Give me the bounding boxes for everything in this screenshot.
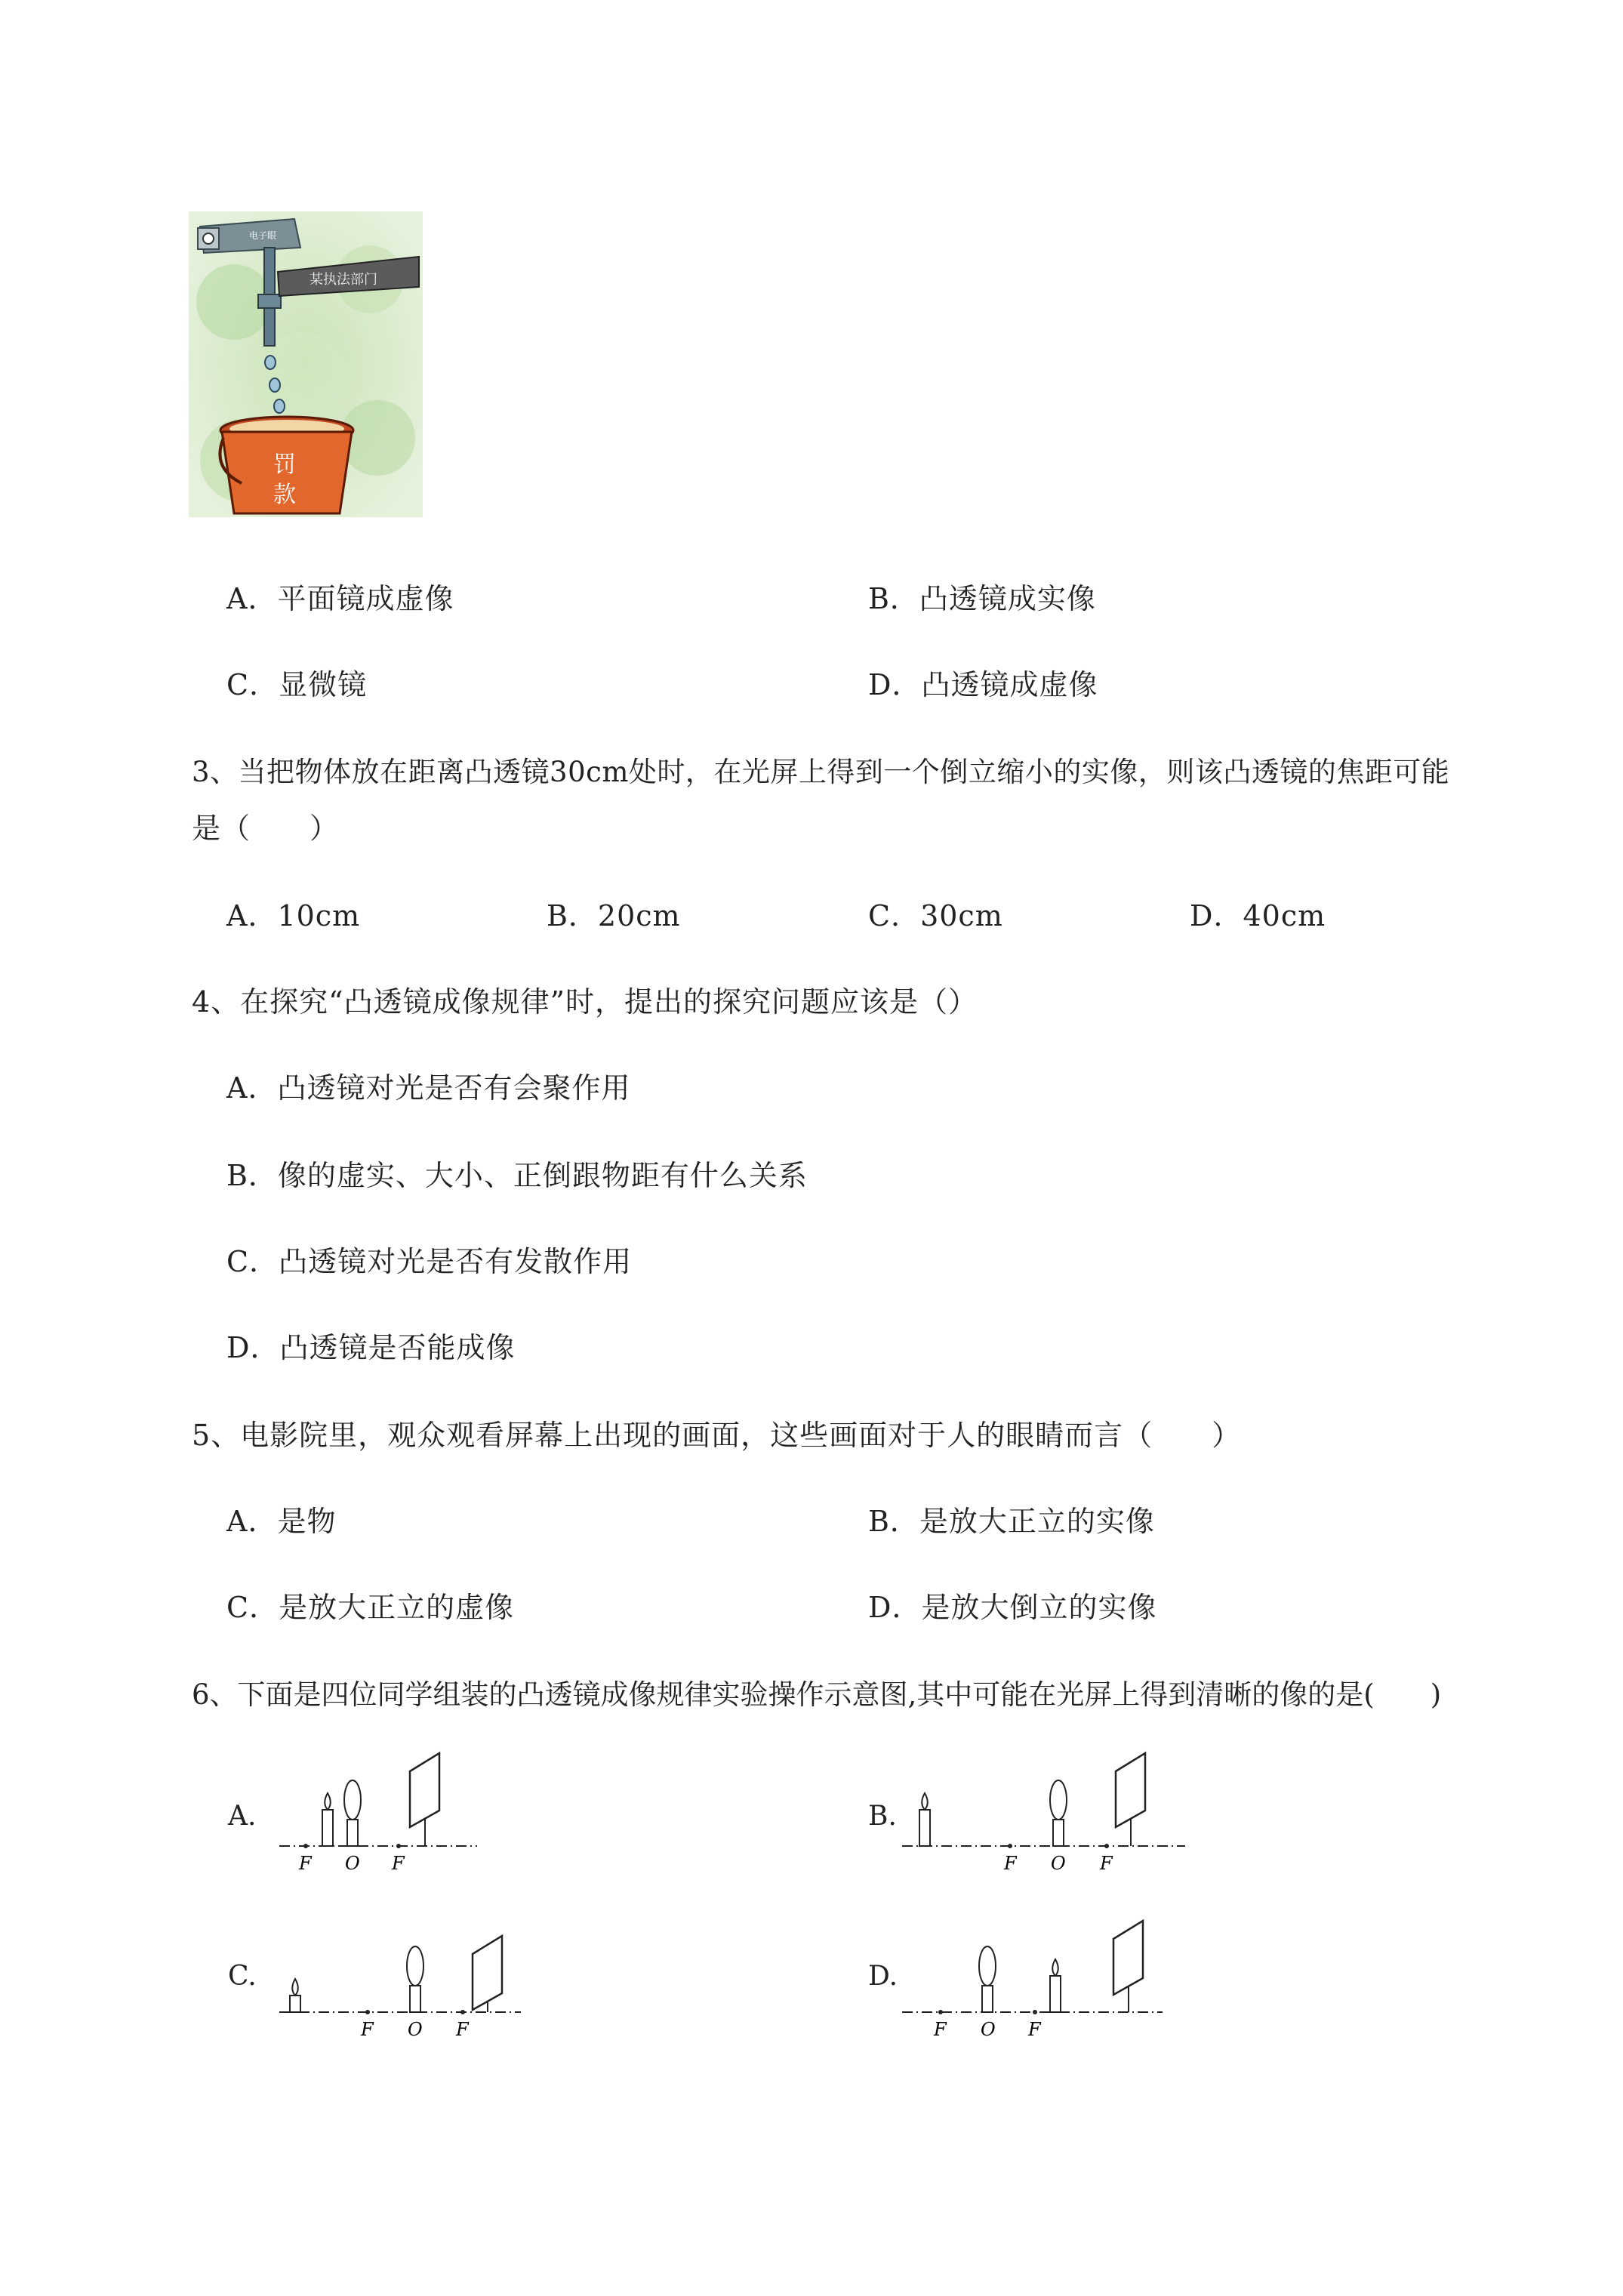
svg-text:电子眼: 电子眼	[249, 230, 277, 241]
svg-text:F: F	[299, 1853, 312, 1874]
q5-option-c[interactable]: C．是放大正立的虚像	[226, 1591, 515, 1624]
q3-option-a[interactable]: A．10cm	[226, 899, 361, 932]
q4-option-b[interactable]: B．像的虚实、大小、正倒跟物距有什么关系	[226, 1159, 808, 1192]
q4-option-c[interactable]: C．凸透镜对光是否有发散作用	[226, 1245, 633, 1278]
q6-diagram-d	[902, 1903, 1166, 2042]
bucket-icon	[220, 417, 353, 513]
svg-text:O: O	[345, 1853, 360, 1874]
q3-stem-line2: 是（ ）	[192, 812, 340, 845]
q5-option-a[interactable]: A．是物	[226, 1505, 337, 1538]
svg-text:某执法部门: 某执法部门	[310, 272, 377, 288]
q6-label-b[interactable]: B.	[868, 1801, 897, 1832]
svg-text:O: O	[981, 2019, 996, 2040]
svg-text:F: F	[1100, 1853, 1113, 1874]
q2-option-b[interactable]: B．凸透镜成实像	[868, 582, 1096, 615]
q3-option-c[interactable]: C．30cm	[868, 899, 1003, 932]
svg-text:F: F	[392, 1853, 405, 1874]
svg-text:款: 款	[273, 482, 296, 508]
q6-diagram-b	[902, 1752, 1189, 1876]
svg-text:F: F	[934, 2019, 947, 2040]
svg-text:F: F	[1028, 2019, 1041, 2040]
q4-stem: 4、在探究“凸透镜成像规律”时，提出的探究问题应该是（）	[192, 985, 978, 1019]
q5-stem: 5、电影院里，观众观看屏幕上出现的画面，这些画面对于人的眼睛而言（ ）	[192, 1419, 1242, 1452]
svg-text:O: O	[408, 2019, 423, 2040]
q4-option-a[interactable]: A．凸透镜对光是否有会聚作用	[226, 1071, 631, 1105]
svg-text:F: F	[1004, 1853, 1017, 1874]
q3-stem-line1: 3、当把物体放在距离凸透镜30cm处时，在光屏上得到一个倒立缩小的实像，则该凸透镜的焦距可能	[192, 756, 1450, 788]
svg-text:O: O	[1051, 1853, 1066, 1874]
q3-option-d[interactable]: D．40cm	[1190, 899, 1326, 932]
svg-text:F: F	[456, 2019, 469, 2040]
svg-text:F: F	[361, 2019, 374, 2040]
q6-label-a[interactable]: A.	[228, 1801, 257, 1832]
q6-diagram-a	[279, 1752, 483, 1876]
q6-label-c[interactable]: C.	[228, 1961, 257, 1992]
cartoon-svg	[189, 211, 423, 517]
q6-label-d[interactable]: D.	[868, 1961, 898, 1992]
cartoon-illustration	[189, 211, 423, 517]
q6-stem: 6、下面是四位同学组装的凸透镜成像规律实验操作示意图,其中可能在光屏上得到清晰的像的是( )	[192, 1678, 1442, 1711]
q2-option-c[interactable]: C．显微镜	[226, 668, 368, 701]
q3-option-b[interactable]: B．20cm	[547, 899, 681, 932]
q5-option-b[interactable]: B．是放大正立的实像	[868, 1505, 1155, 1538]
q6-diagram-c	[279, 1918, 528, 2042]
q4-option-d[interactable]: D．凸透镜是否能成像	[226, 1331, 516, 1364]
q2-option-a[interactable]: A．平面镜成虚像	[226, 582, 454, 615]
q5-option-d[interactable]: D．是放大倒立的实像	[868, 1591, 1157, 1624]
q2-option-d[interactable]: D．凸透镜成虚像	[868, 668, 1098, 701]
svg-text:罚: 罚	[273, 451, 296, 478]
